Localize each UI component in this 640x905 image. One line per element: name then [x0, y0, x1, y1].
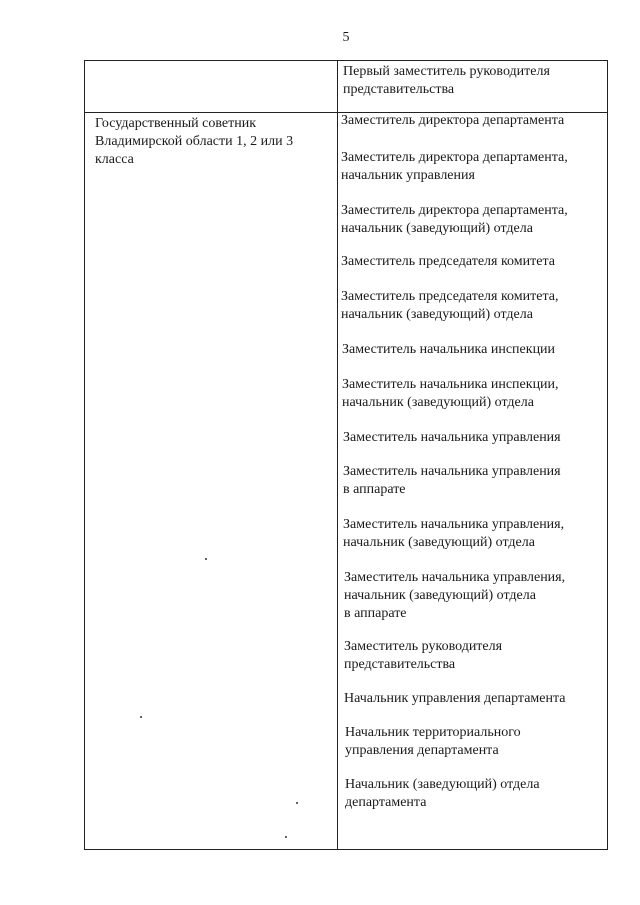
document-table [84, 60, 608, 850]
top-right-cell: Первый заместитель руководителя представительства [343, 64, 550, 97]
position-item: Заместитель председателя комитета, начальник (заведующий) отдела [341, 289, 559, 322]
position-item: Заместитель руководителя представительства [344, 639, 503, 672]
table-row-main [85, 112, 607, 849]
position-item: Заместитель начальника инспекции, начальник (заведующий) отдела [342, 377, 559, 410]
scan-speck [296, 802, 298, 804]
column-divider [337, 61, 338, 112]
page-number: 5 [342, 30, 350, 45]
position-item: Заместитель директора департамента, начальник (заведующий) отдела [341, 203, 568, 236]
position-item: Заместитель председателя комитета [341, 254, 555, 269]
position-item: Начальник территориального управления департамента [345, 725, 521, 758]
position-item: Заместитель начальника управления, начальник (заведующий) отдела в аппарате [344, 570, 566, 621]
scan-speck [205, 558, 207, 560]
position-item: Заместитель директора департамента, начальник управления [341, 150, 568, 183]
position-item: Заместитель начальника управления [343, 430, 561, 445]
position-item: Заместитель директора департамента [341, 113, 565, 128]
position-item: Заместитель начальника управления, начальник (заведующий) отдела [343, 517, 565, 550]
scan-speck [140, 716, 142, 718]
position-item: Начальник управления департамента [344, 691, 566, 706]
position-item: Заместитель начальника инспекции [342, 342, 556, 357]
position-item: Заместитель начальника управления в аппарате [343, 464, 561, 497]
position-item: Начальник (заведующий) отдела департамента [345, 777, 540, 810]
column-divider [337, 112, 338, 849]
table-row-header [85, 61, 607, 113]
scan-speck [285, 836, 287, 838]
rank-cell: Государственный советник Владимирской области 1, 2 или 3 класса [95, 116, 294, 167]
